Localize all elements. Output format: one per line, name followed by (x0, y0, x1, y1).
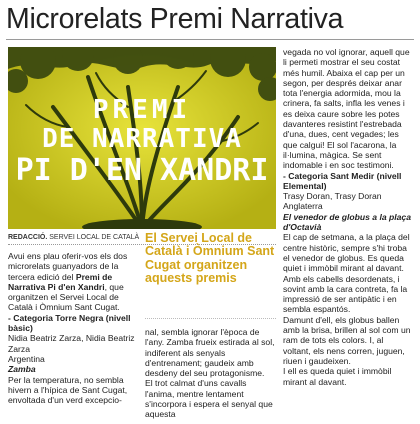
article-headline: Microrelats Premi Narrativa (6, 3, 344, 35)
poster-title-line2: DE NARRATIVA (42, 124, 242, 154)
headline-rule (6, 39, 414, 40)
story-body-2c: Damunt d'ell, els globus ballen amb la brisa, brillen al sol com un ram de tots els colors. I, al voltant, els nens corren, juguen, riuen i gaudeixen. (283, 314, 411, 366)
story-body-2b: Amb els cabells desordenats, i sovint amb la cara contreta, fa la impressió de ser antipàtic i en sembla espantós. (283, 273, 408, 315)
text-column-3 (283, 47, 413, 387)
pull-quote-rule (145, 318, 276, 319)
poster-title-line1: PREMI (92, 95, 192, 125)
authors-1: Nidia Beatriz Zarza, Nidia Beatriz Zarza (8, 333, 135, 354)
story-body-2d: I ell es queda quiet i immòbil mirant al davant. (283, 366, 392, 387)
story-body-2a: El cap de setmana, a la plaça del centre històric, sempre s'hi troba el venedor de globus. Es queda quiet i immòbil mirant al davant. (283, 232, 410, 274)
intro-text-end: , que organitzen el Servei Local de Català i Òmnium Sant Cugat. (8, 281, 124, 313)
pull-quote: El Servei Local de Català i Òmnium Sant Cugat organitzen aquests premis (145, 231, 275, 285)
credit-label: REDACCIÓ. (8, 234, 48, 241)
story-body-1-cont: nal, sembla ignorar l'època de l'any. Zamba frueix estirada al sol, indiferent als senyals d'entrenament; gaudeix amb desdeny del seu protagonisme. (145, 327, 275, 379)
story-title-2: El venedor de globus a la plaça d'Octavià (283, 211, 411, 233)
authors-2: Trasy Doran, Trasy Doran (283, 191, 382, 202)
category-heading-1: - Categoria Torre Negra (nivell bàsic) (8, 312, 131, 334)
text-column-1 (8, 251, 139, 405)
story-body-1: Per la temperatura, no sembla hivern a l'hípica de Sant Cugat, envoltada d'un verd excepcio- (8, 374, 128, 406)
country-1: Argentina (8, 353, 45, 364)
prize-name: Premi de Narrativa Pi d'en Xandri (8, 271, 113, 292)
story-body-1-cont2: El trot calmat d'uns cavalls l'anima, mentre lentament s'incorpora i espera el senyal que aquesta (145, 378, 273, 420)
text-column-2 (145, 327, 276, 420)
category-heading-2: - Categoria Sant Medir (nivell Elemental) (283, 170, 402, 191)
poster-title-line3: PI D'EN XANDRI (15, 153, 269, 188)
country-2: Anglaterra (283, 201, 323, 212)
contest-poster (8, 47, 276, 229)
intro-text: Avui ens plau oferir-vos els dos microrelats guanyadors de la tercera edició del (8, 251, 128, 282)
story-body-1-end: vegada no vol ignorar, aquell que li permeti mostrar el seu costat més humil. Abaixa el cap per un segon, per després deixar anar tota l'energia adormida, mou la crinera, fa salts, infla les venes i es deixa caure sobre les potes davanteres resistint l'estrebada d'una, dues, cent vegades; les que calgui! El sol l'acarona, la il·lumina, màgica. Se sent indomable i en soc testimoni. (283, 47, 410, 171)
story-title-1: Zamba (8, 364, 36, 375)
intro-paragraph (8, 251, 139, 313)
credit-source: SERVEI LOCAL DE CATALÀ (49, 234, 140, 241)
